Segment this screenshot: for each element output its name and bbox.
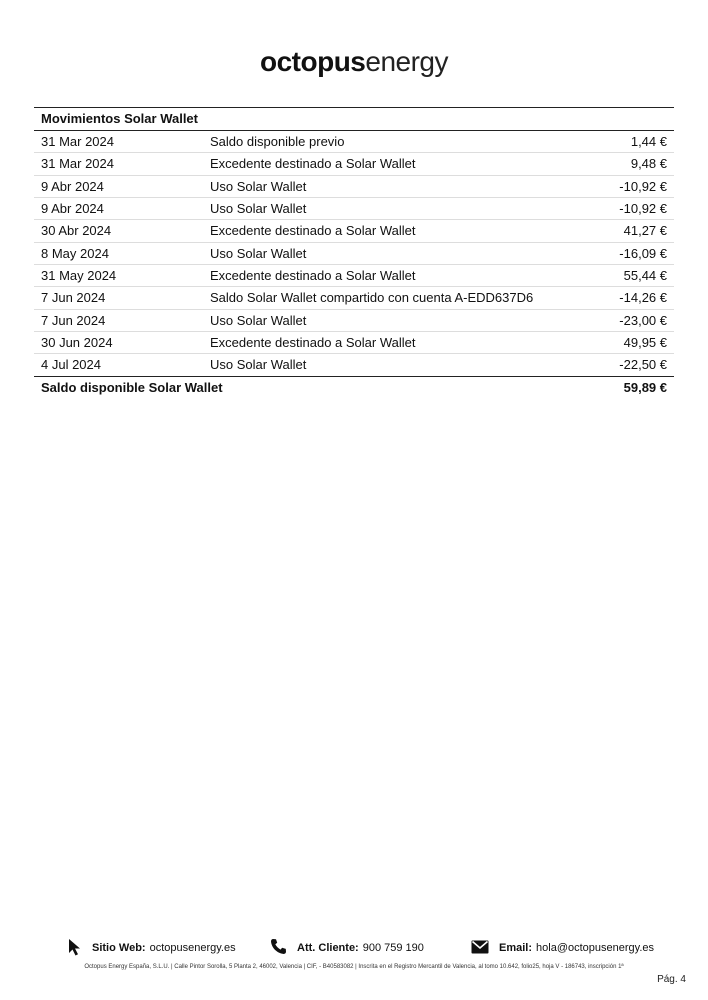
footer-web[interactable]: [68, 938, 236, 958]
row-description: Uso Solar Wallet: [210, 357, 307, 373]
table-row: [34, 153, 674, 175]
row-description: Uso Solar Wallet: [210, 312, 307, 328]
row-amount: 1,44 €: [630, 134, 667, 149]
web-label: Sitio Web:: [92, 942, 146, 954]
web-value[interactable]: octopusenergy.es: [149, 942, 236, 954]
email-label: Email:: [499, 942, 533, 954]
row-date: 7 Jun 2024: [41, 312, 106, 328]
row-date: 9 Abr 2024: [41, 178, 104, 194]
row-amount: -14,26 €: [619, 290, 667, 306]
row-amount: 55,44 €: [623, 268, 667, 284]
brand-logo: [0, 44, 708, 80]
row-description: Excedente destinado a Solar Wallet: [210, 335, 416, 351]
page-number: Pág. 4: [657, 974, 686, 985]
row-amount: 49,95 €: [623, 335, 667, 351]
row-description: Uso Solar Wallet: [210, 178, 307, 194]
logo-bold-text: octopus: [259, 46, 366, 77]
row-amount: 9,48 €: [630, 156, 667, 172]
table-row: [34, 243, 674, 265]
row-description: Saldo Solar Wallet compartido con cuenta A-EDD637D6: [210, 290, 534, 306]
row-description: Excedente destinado a Solar Wallet: [210, 223, 416, 239]
row-amount: -16,09 €: [619, 245, 667, 261]
table-row: [34, 131, 674, 153]
cursor-arrow-icon: [68, 938, 82, 959]
total-row: [34, 377, 674, 399]
row-amount: -10,92 €: [619, 201, 667, 217]
legal-text: Octopus Energy España, S.L.U. | Calle Pintor Sorolla, 5 Planta 2, 46002, Valencia | CIF, - B40583082 | Inscrita en el Registro Mercantil de Valencia, al tomo 10.642, folio25, hoja V - 186743, inscripción 1ª: [84, 964, 624, 970]
table-body: [34, 131, 674, 377]
table-row: [34, 176, 674, 198]
table-title: Movimientos Solar Wallet: [34, 107, 674, 131]
table-row: [34, 198, 674, 220]
row-amount: 41,27 €: [623, 223, 667, 239]
row-date: 8 May 2024: [41, 245, 109, 261]
table-row: [34, 265, 674, 287]
phone-label: Att. Cliente:: [297, 942, 359, 954]
solar-wallet-table: [34, 107, 674, 399]
table-row: [34, 220, 674, 242]
row-description: Saldo disponible previo: [210, 134, 345, 149]
row-date: 4 Jul 2024: [41, 357, 101, 373]
footer-contact: [0, 938, 708, 958]
table-row: [34, 287, 674, 309]
row-amount: -22,50 €: [619, 357, 667, 373]
table-row: [34, 332, 674, 354]
total-label: Saldo disponible Solar Wallet: [41, 379, 223, 395]
row-date: 30 Abr 2024: [41, 223, 112, 239]
row-amount: -23,00 €: [619, 312, 667, 328]
footer-email[interactable]: [471, 938, 654, 958]
table-row: [34, 354, 674, 376]
row-description: Uso Solar Wallet: [210, 201, 307, 217]
footer-phone[interactable]: [270, 938, 424, 958]
row-date: 7 Jun 2024: [41, 290, 106, 306]
row-date: 31 Mar 2024: [41, 134, 114, 149]
row-description: Excedente destinado a Solar Wallet: [210, 156, 416, 172]
row-date: 9 Abr 2024: [41, 201, 104, 217]
phone-value[interactable]: 900 759 190: [362, 942, 424, 954]
email-value[interactable]: hola@octopusenergy.es: [536, 942, 654, 954]
row-date: 31 May 2024: [41, 268, 117, 284]
row-date: 30 Jun 2024: [41, 335, 113, 351]
total-amount: 59,89 €: [623, 379, 667, 395]
logo-light-text: energy: [365, 46, 448, 77]
row-amount: -10,92 €: [619, 178, 667, 194]
row-description: Excedente destinado a Solar Wallet: [210, 268, 416, 284]
phone-icon: [270, 938, 287, 958]
row-date: 31 Mar 2024: [41, 156, 114, 172]
envelope-icon: [471, 940, 489, 957]
row-description: Uso Solar Wallet: [210, 245, 307, 261]
table-row: [34, 310, 674, 332]
